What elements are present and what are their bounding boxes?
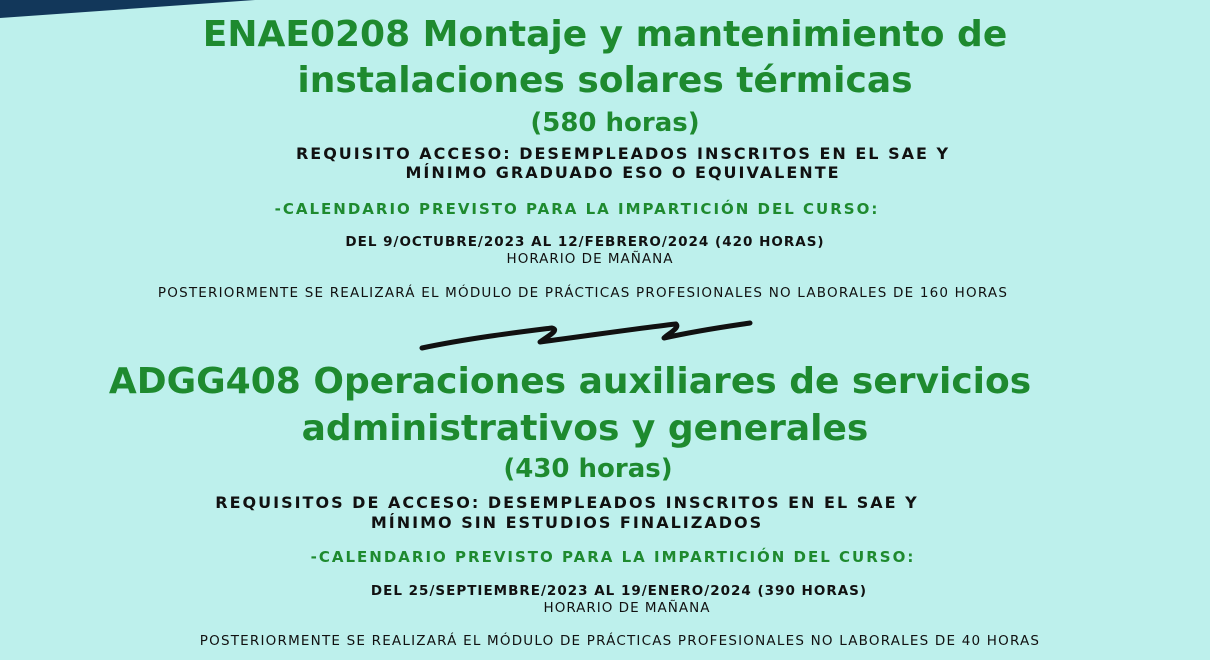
course2-requirement-line1: REQUISITOS DE ACCESO: DESEMPLEADOS INSCRITOS EN EL SAE Y xyxy=(215,493,919,512)
course1-title-line1: ENAE0208 Montaje y mantenimiento de xyxy=(202,14,1008,55)
course2-calendar-heading: -CALENDARIO PREVISTO PARA LA IMPARTICIÓN DEL CURSO: xyxy=(310,548,916,566)
course2-title-line1: ADGG408 Operaciones auxiliares de servicios xyxy=(108,361,1032,402)
course1-schedule: HORARIO DE MAÑANA xyxy=(506,251,674,267)
course2-practice-note: POSTERIORMENTE SE REALIZARÁ EL MÓDULO DE PRÁCTICAS PROFESIONALES NO LABORALES DE 40 HORAS xyxy=(199,633,1041,649)
course2-hours: (430 horas) xyxy=(503,454,673,484)
course1-requirement-line2: MÍNIMO GRADUADO ESO O EQUIVALENTE xyxy=(405,163,841,182)
course1-title-line2: instalaciones solares térmicas xyxy=(297,60,913,101)
course2-requirement-line2: MÍNIMO SIN ESTUDIOS FINALIZADOS xyxy=(370,513,764,532)
course2-schedule: HORARIO DE MAÑANA xyxy=(543,600,711,616)
course1-dates: DEL 9/OCTUBRE/2023 AL 12/FEBRERO/2024 (420 HORAS) xyxy=(345,234,825,250)
course1-practice-note: POSTERIORMENTE SE REALIZARÁ EL MÓDULO DE PRÁCTICAS PROFESIONALES NO LABORALES DE 160 HORAS xyxy=(157,285,1009,301)
course1-hours: (580 horas) xyxy=(530,108,700,138)
course2-dates: DEL 25/SEPTIEMBRE/2023 AL 19/ENERO/2024 (390 HORAS) xyxy=(370,583,868,599)
course1-calendar-heading: -CALENDARIO PREVISTO PARA LA IMPARTICIÓN DEL CURSO: xyxy=(274,200,880,218)
course2-title-line2: administrativos y generales xyxy=(301,408,869,449)
course1-requirement-line1: REQUISITO ACCESO: DESEMPLEADOS INSCRITOS EN EL SAE Y xyxy=(295,144,951,163)
